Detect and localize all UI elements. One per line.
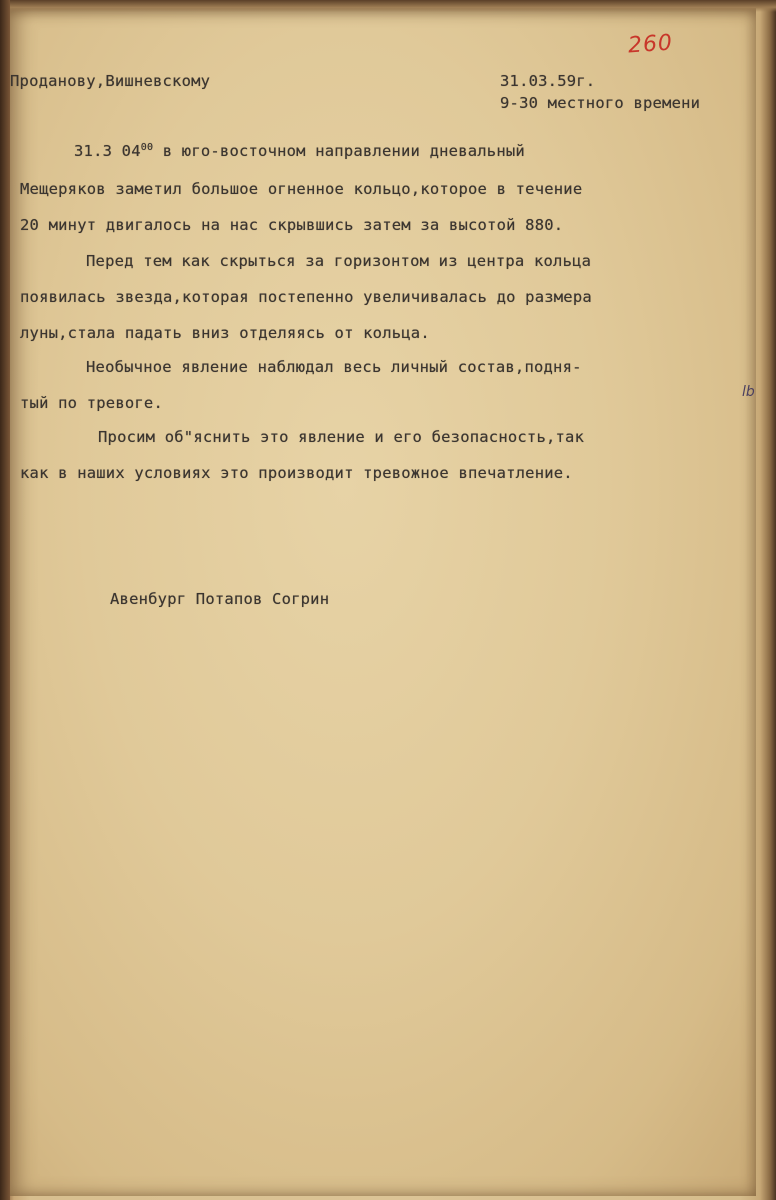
date: 31.03.59г. [500,72,596,90]
paragraph-4-line-2: как в наших условиях это производит тревожное впечатление. [20,464,573,482]
paragraph-1-line-2: Мещеряков заметил большое огненное кольцо,которое в течение [20,180,583,198]
paragraph-4-line-1: Просим об"яснить это явление и его безопасность,так [98,428,585,446]
signatures: Авенбург Потапов Согрин [110,590,330,608]
paragraph-2-line-3: луны,стала падать вниз отделяясь от кольца. [20,324,430,342]
paragraph-3-line-1: Необычное явление наблюдал весь личный состав,подня- [86,358,582,376]
binding-edge [0,0,10,1200]
report-time-minutes: 00 [140,142,154,153]
margin-mark: lb [742,384,755,400]
page-top-edge [0,0,776,12]
paragraph-2-line-1: Перед тем как скрыться за горизонтом из центра кольца [86,252,592,270]
paragraph-1-line-3: 20 минут двигалось на нас скрывшись затем за высотой 880. [20,216,564,234]
report-date-time: 31.3 04 [74,142,141,161]
paragraph-3-line-2: тый по тревоге. [20,394,163,412]
paragraph-2-line-2: появилась звезда,которая постепенно увеличивалась до размера [20,288,592,306]
addressee: Проданову,Вишневскому [10,72,211,90]
page-number: 260 [627,30,674,59]
local-time: 9-30 местного времени [500,94,701,112]
paragraph-1-line-1-rest: в юго-восточном направлении дневальный [153,142,525,161]
paragraph-1-line-1 [74,142,525,160]
